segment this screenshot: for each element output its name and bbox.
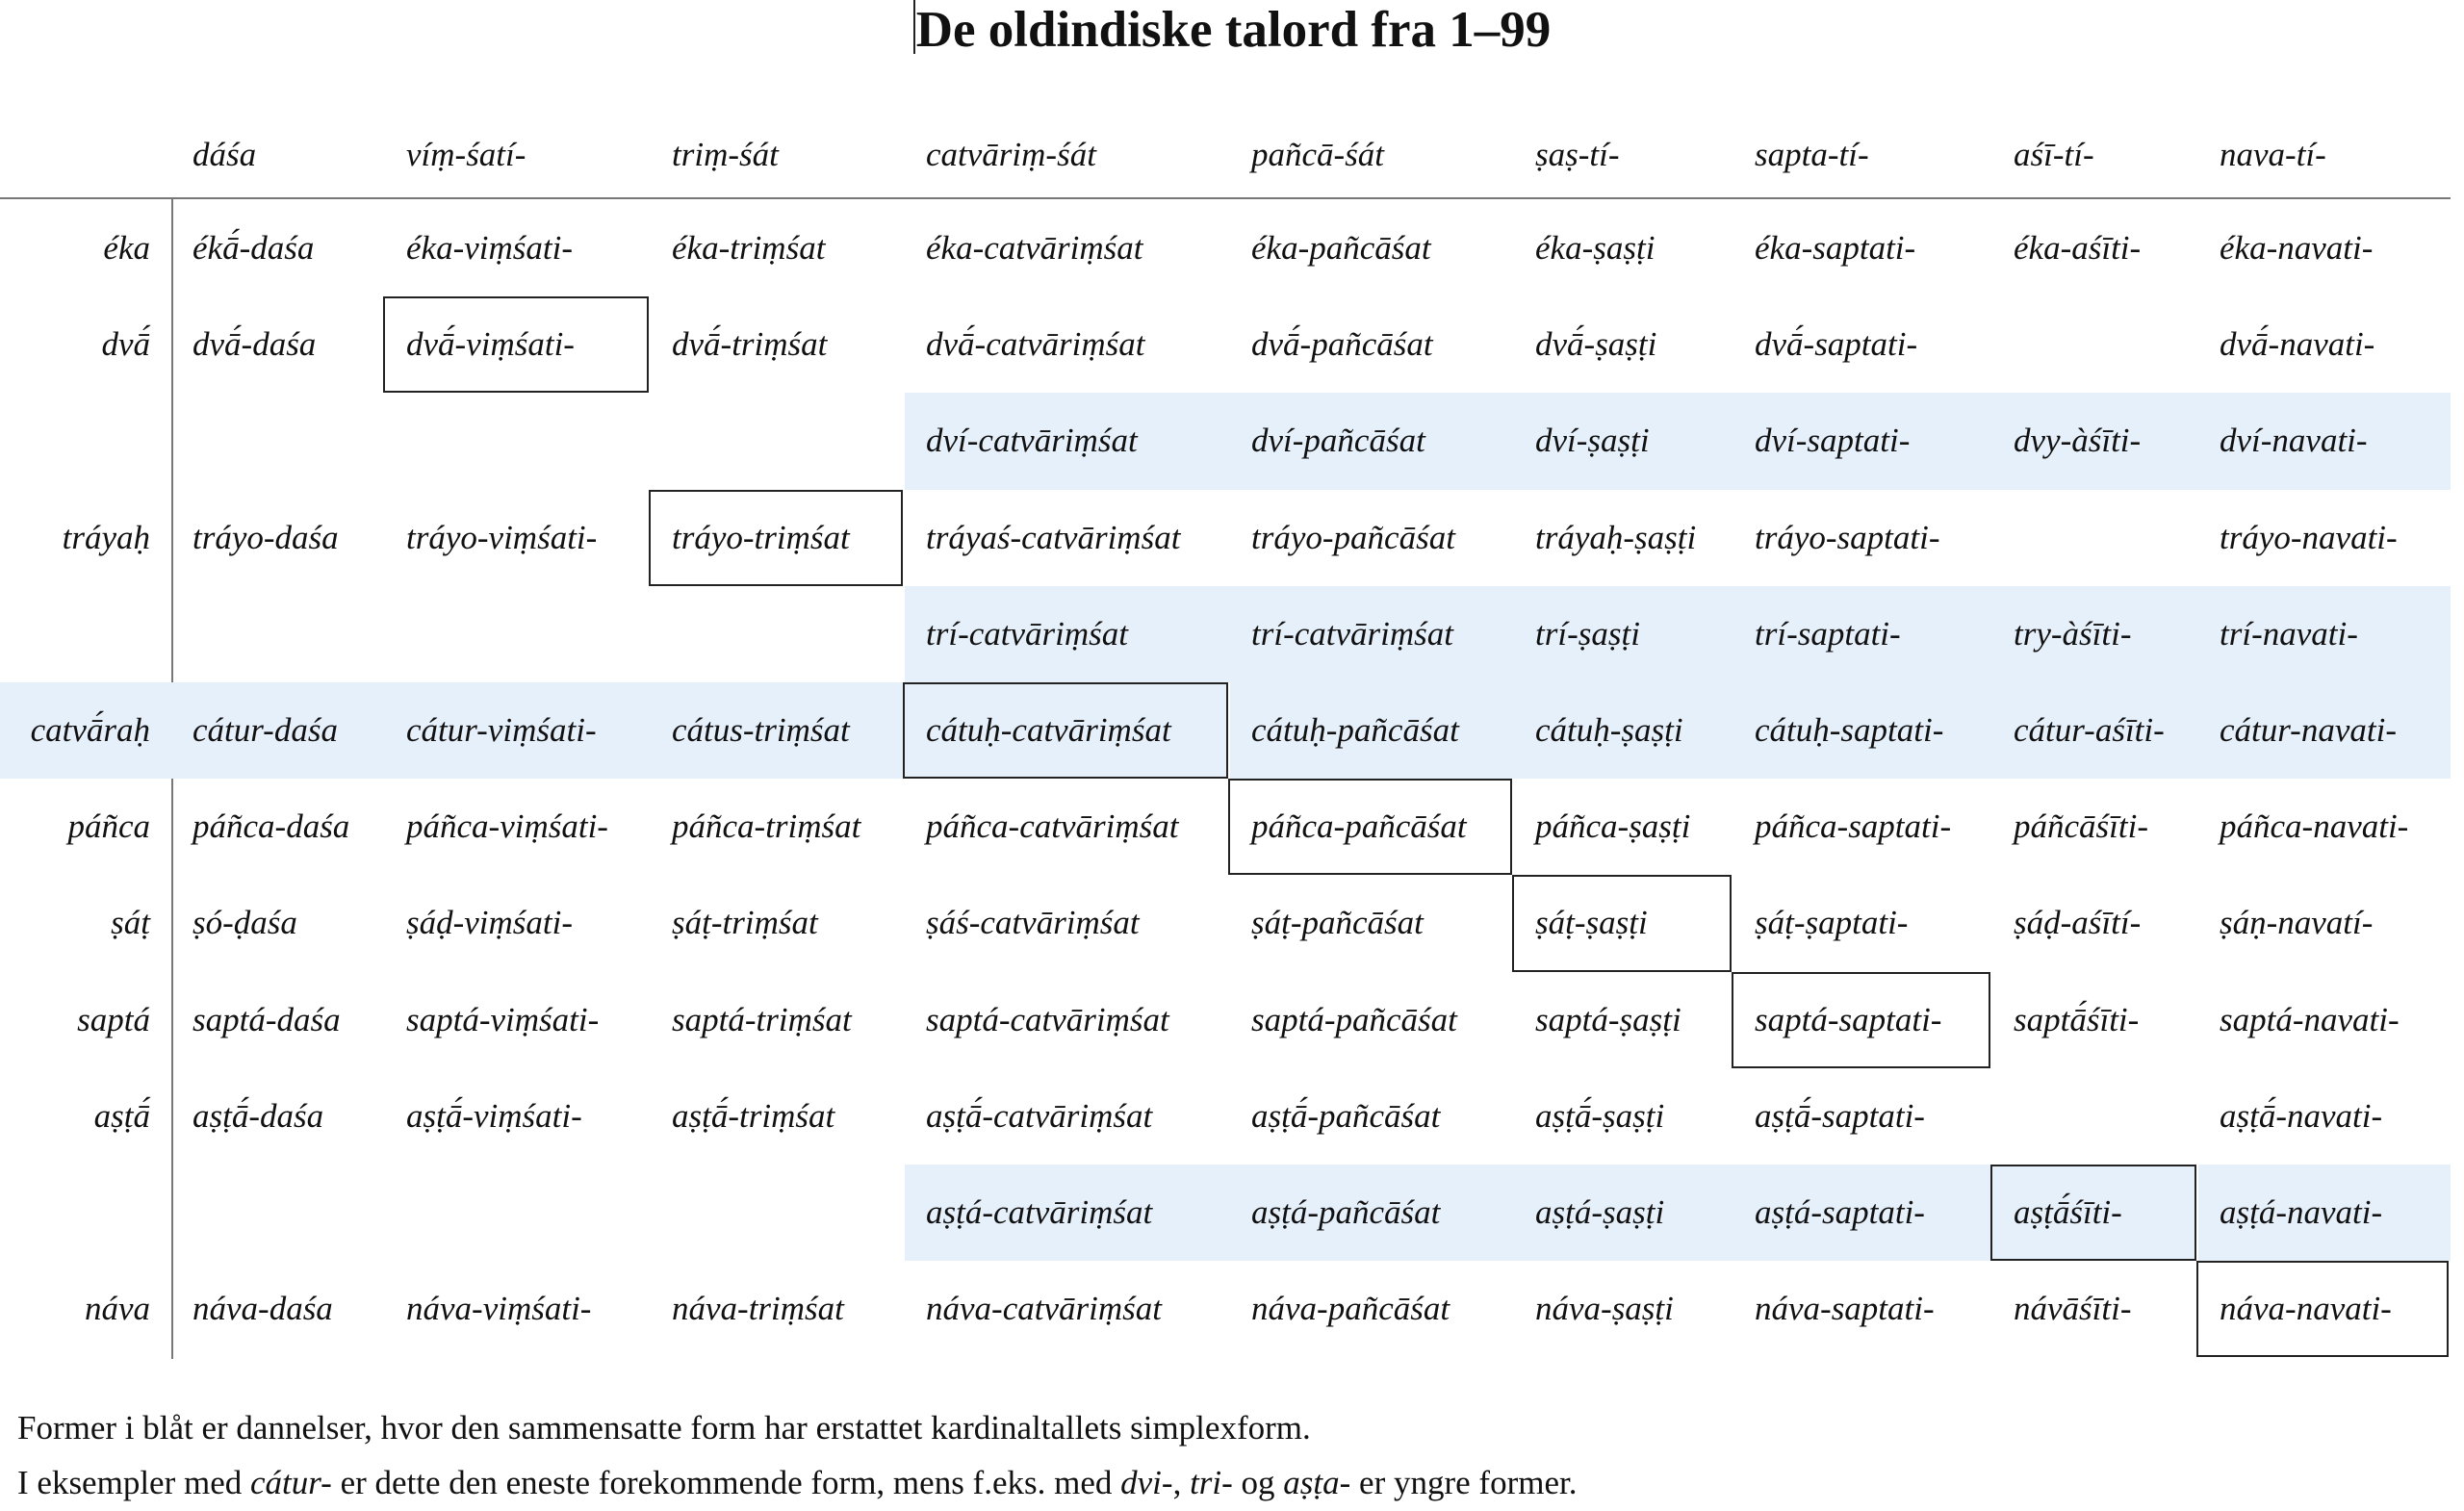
table-cell: saptá-daśa (192, 1000, 341, 1038)
row-label: náva (84, 1290, 150, 1328)
table-cell: aṣṭá-saptati- (1733, 1165, 1992, 1261)
table-cell (651, 1165, 905, 1261)
column-header: triṃ-śát (672, 136, 779, 173)
table-cell: tráyaḥ-ṣaṣṭi (1535, 518, 1697, 556)
row-label (0, 393, 171, 489)
table-cell: cátur-daśa (171, 682, 385, 779)
table-cell: éka-viṃśati- (406, 229, 573, 268)
table-cell: dví-saptati- (1733, 393, 1992, 489)
table-cell: cátur-navati- (2198, 682, 2451, 779)
table-cell: ṣáṭ-triṃśat (672, 904, 818, 942)
table-cell: dvā́-catvāriṃśat (926, 325, 1145, 364)
table-cell: tráyo-saptati- (1755, 518, 1940, 556)
table-cell: dvā́-daśa (192, 325, 317, 364)
table-cell: náva-saptati- (1755, 1290, 1935, 1328)
table-cell: saptá-saptati- (1732, 972, 1990, 1068)
note-text: er dette den eneste forekommende form, mens f.eks. med (331, 1464, 1121, 1501)
table-cell: try-àśīti- (1992, 586, 2198, 682)
table-cell (385, 586, 651, 682)
table-cell: ṣáś-catvāriṃśat (926, 904, 1140, 942)
table-cell: dvy-àśīti- (1992, 393, 2198, 489)
column-header: víṃ-śatí- (406, 136, 526, 173)
table-cell: saptá-catvāriṃśat (926, 1000, 1169, 1038)
table-cell (385, 393, 651, 489)
column-header: aśī-tí- (2014, 136, 2094, 173)
note-text: er yngre former. (1350, 1464, 1578, 1501)
table-cell: aṣṭá-navati- (2198, 1165, 2451, 1261)
note-text: og (1232, 1464, 1284, 1501)
table-cell: páñca-pañcāśat (1228, 779, 1512, 875)
footnote-line-2 (17, 1455, 1577, 1510)
table-cell: éka-pañcāśat (1251, 229, 1431, 268)
table-cell: tráyo-triṃśat (649, 490, 903, 586)
note-text: , (1172, 1464, 1191, 1501)
table-cell: náva-daśa (192, 1290, 333, 1328)
note-text: I eksempler med (17, 1464, 250, 1501)
table-cell: dvā́-ṣaṣṭi (1535, 325, 1657, 364)
table-cell: trí-catvāriṃśat (1230, 586, 1514, 682)
table-cell (651, 393, 905, 489)
table-cell: náva-navati- (2196, 1261, 2449, 1357)
note-term: dvi- (1120, 1464, 1173, 1501)
table-cell: dví-catvāriṃśat (905, 393, 1230, 489)
column-header: ṣaṣ-tí- (1535, 136, 1620, 173)
column-header: catvāriṃ-śát (926, 136, 1096, 173)
table-cell: éka-saptati- (1755, 229, 1916, 268)
table-cell: saptā́śīti- (2014, 1000, 2140, 1038)
table-cell: páñca-saptati- (1755, 807, 1952, 846)
table-cell: cátuḥ-ṣaṣṭi (1514, 682, 1733, 779)
table-cell: aṣṭā́-navati- (2220, 1096, 2383, 1135)
table-cell: náva-ṣaṣṭi (1535, 1290, 1674, 1328)
table-cell: éka-aśīti- (2014, 229, 2142, 268)
table-cell: dví-ṣaṣṭi (1514, 393, 1733, 489)
note-term: cátur- (250, 1464, 332, 1501)
table-cell: éka-triṃśat (672, 229, 826, 268)
table-cell: aṣṭā́-pañcāśat (1251, 1096, 1441, 1135)
table-cell: aṣṭā́śīti- (1990, 1165, 2196, 1261)
table-cell: tráyo-navati- (2220, 518, 2398, 556)
table-cell (171, 393, 385, 489)
table-cell: ṣó-ḍaśa (192, 904, 297, 942)
table-cell: éka-navati- (2220, 229, 2374, 268)
table-cell (171, 1165, 385, 1261)
table-cell: páñca-ṣaṣṭi (1535, 807, 1691, 846)
table-cell: aṣṭā́-saptati- (1755, 1096, 1925, 1135)
row-label (0, 586, 171, 682)
table-cell: cátur-aśīti- (1992, 682, 2198, 779)
table-cell: dvā́-saptati- (1755, 325, 1918, 364)
table-cell: éka-catvāriṃśat (926, 229, 1143, 268)
table-cell: tráyo-daśa (192, 518, 339, 556)
table-cell: náva-catvāriṃśat (926, 1290, 1162, 1328)
row-label: catvā́raḥ (0, 682, 171, 779)
table-cell: aṣṭā́-triṃśat (672, 1096, 835, 1135)
table-cell: ṣáṭ-ṣaṣṭi (1512, 875, 1732, 971)
table-cell: tráyaś-catvāriṃśat (926, 518, 1181, 556)
table-cell: dví-navati- (2198, 393, 2451, 489)
table-cell: aṣṭā́-ṣaṣṭi (1535, 1096, 1665, 1135)
table-cell (385, 1165, 651, 1261)
table-cell: éka-ṣaṣṭi (1535, 229, 1656, 268)
table-cell: cátuḥ-saptati- (1733, 682, 1992, 779)
row-label: dvā́ (101, 325, 150, 364)
table-cell: aṣṭá-pañcāśat (1230, 1165, 1514, 1261)
table-cell: páñca-navati- (2220, 807, 2409, 846)
table-cell: cátus-triṃśat (651, 682, 905, 779)
table-cell: ṣáḍ-viṃśati- (406, 904, 574, 942)
table-cell: páñca-catvāriṃśat (926, 807, 1179, 846)
table-cell: aṣṭá-ṣaṣṭi (1514, 1165, 1733, 1261)
table-cell: tráyo-pañcāśat (1251, 518, 1455, 556)
table-cell: dvā́-navati- (2220, 325, 2375, 364)
table-cell: saptá-ṣaṣṭi (1535, 1000, 1681, 1038)
table-cell: náva-pañcāśat (1251, 1290, 1450, 1328)
table-cell: aṣṭā́-daśa (192, 1096, 324, 1135)
table-cell (1992, 490, 2198, 586)
table-cell: saptá-pañcāśat (1251, 1000, 1457, 1038)
table-cell: trí-catvāriṃśat (905, 586, 1230, 682)
table-cell (651, 586, 905, 682)
table-cell: ṣáḍ-aśītí- (2014, 904, 2142, 942)
table-cell (171, 586, 385, 682)
table-cell: páñca-triṃśat (672, 807, 861, 846)
header-rule (0, 197, 2451, 199)
table-cell: páñca-viṃśati- (406, 807, 608, 846)
footnotes (17, 1400, 1577, 1510)
row-label: ṣáṭ (111, 904, 150, 942)
row-label: éka (103, 229, 150, 268)
page-title-text: De oldindiske talord fra 1–99 (915, 2, 1552, 58)
table-cell: cátur-viṃśati- (385, 682, 651, 779)
table-cell: aṣṭā́-viṃśati- (406, 1096, 582, 1135)
column-header: nava-tí- (2220, 136, 2326, 173)
note-term: aṣṭa- (1283, 1464, 1351, 1501)
table-cell: tráyo-viṃśati- (406, 518, 598, 556)
table-cell: náva-viṃśati- (406, 1290, 592, 1328)
table-cell: ékā́-daśa (192, 229, 315, 268)
table-cell: dvā́-triṃśat (672, 325, 828, 364)
row-label: saptá (77, 1000, 150, 1038)
table-cell: cátuḥ-pañcāśat (1230, 682, 1514, 779)
table-cell: dví-pañcāśat (1230, 393, 1514, 489)
column-header: pañcā-śát (1251, 136, 1385, 173)
note-term: tri- (1190, 1464, 1233, 1501)
table-cell: páñcāśīti- (2014, 807, 2148, 846)
table-cell: trí-ṣaṣṭi (1514, 586, 1733, 682)
table-cell: saptá-triṃśat (672, 1000, 852, 1038)
table-cell: ṣáṇ-navatí- (2220, 904, 2374, 942)
table-cell: trí-saptati- (1733, 586, 1992, 682)
table-cell: ṣáṭ-ṣaptati- (1755, 904, 1909, 942)
row-label: aṣṭā́ (93, 1096, 150, 1135)
table-cell: cátuḥ-catvāriṃśat (903, 682, 1228, 779)
table-cell: saptá-viṃśati- (406, 1000, 600, 1038)
row-label: páñca (67, 807, 150, 846)
column-header: dáśa (192, 136, 257, 173)
footnote-line-1: Former i blåt er dannelser, hvor den sammensatte form har erstattet kardinaltallets simplexform. (17, 1409, 1311, 1447)
row-label (0, 1165, 171, 1261)
table-cell: saptá-navati- (2220, 1000, 2400, 1038)
table-cell: aṣṭá-catvāriṃśat (905, 1165, 1230, 1261)
table-cell: dvā́-viṃśati- (383, 296, 649, 393)
row-label: tráyaḥ (62, 518, 150, 556)
table-cell: náva-triṃśat (672, 1290, 844, 1328)
table-cell: trí-navati- (2198, 586, 2451, 682)
table-cell: aṣṭā́-catvāriṃśat (926, 1096, 1153, 1135)
column-header: sapta-tí- (1755, 136, 1869, 173)
table-cell: dvā́-pañcāśat (1251, 325, 1433, 364)
table-cell: ṣáṭ-pañcāśat (1251, 904, 1424, 942)
table-cell: návāśīti- (2014, 1290, 2132, 1328)
table-cell (1992, 1068, 2198, 1165)
table-cell (1992, 296, 2198, 393)
table-cell: páñca-daśa (192, 807, 350, 846)
